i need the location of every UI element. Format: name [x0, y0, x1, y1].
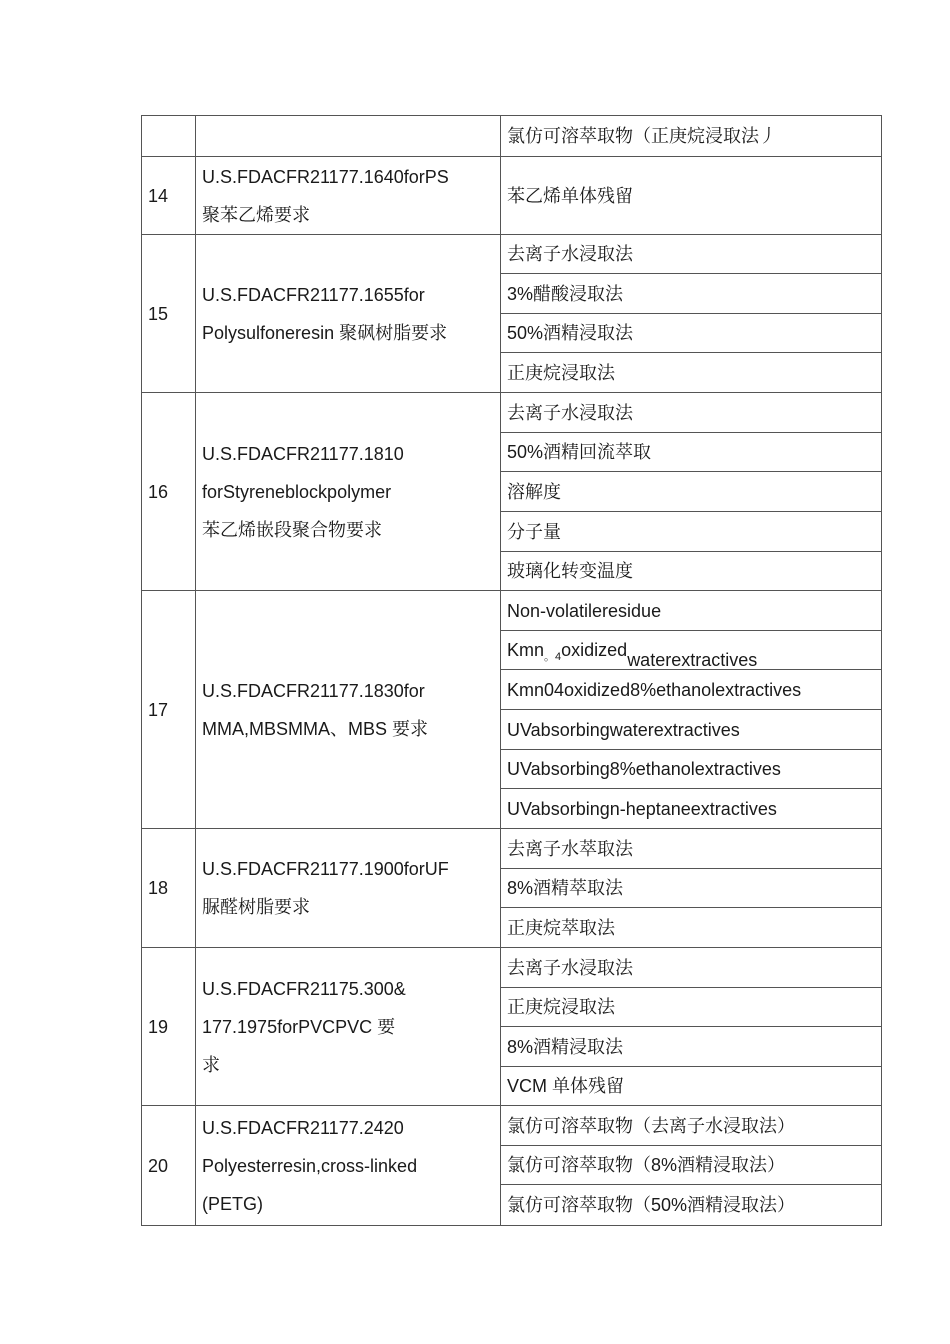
test-item [501, 631, 882, 670]
table-row [142, 591, 882, 631]
test-item: 氯仿可溶萃取物（正庚烷浸取法丿 [501, 116, 882, 157]
standard-line: 脲醛树脂要求 [202, 897, 310, 917]
test-item: 氯仿可溶萃取物（8%酒精浸取法） [501, 1146, 882, 1185]
test-item: 苯乙烯单体残留 [501, 157, 882, 235]
standard-line: U.S.FDACFR21177.1640forPS [202, 166, 449, 187]
table-row [142, 235, 882, 274]
row-number: 14 [142, 157, 196, 235]
row-number: 19 [142, 948, 196, 1106]
standard-line: (PETG) [202, 1193, 263, 1214]
test-item: 溶解度 [501, 472, 882, 512]
table-row [142, 1106, 882, 1146]
row-number: 17 [142, 591, 196, 829]
test-item: 去离子水萃取法 [501, 829, 882, 869]
test-item: 正庚烷萃取法 [501, 908, 882, 948]
kmn-prefix: Kmn [507, 640, 545, 660]
test-item: 3%醋酸浸取法 [501, 274, 882, 314]
standard-line: U.S.FDACFR21177.1900forUF [202, 859, 449, 879]
standard-line: forStyreneblockpolymer [202, 481, 392, 502]
test-item: UVabsorbingn-heptaneextractives [501, 789, 882, 829]
test-item: 去离子水浸取法 [501, 948, 882, 988]
standard-cell [196, 829, 501, 948]
standard-cell [196, 235, 501, 393]
test-item: UVabsorbing8%ethanolextractives [501, 750, 882, 789]
test-item: UVabsorbingwaterextractives [501, 710, 882, 750]
test-item: Kmn04oxidized8%ethanolextractives [501, 670, 882, 710]
standard-cell [196, 393, 501, 591]
standard-cell [196, 116, 501, 157]
row-number: 16 [142, 393, 196, 591]
test-item: 8%酒精萃取法 [501, 869, 882, 908]
standards-table-body [142, 116, 882, 1226]
test-item: 去离子水浸取法 [501, 235, 882, 274]
table-row [142, 948, 882, 988]
standard-line: Polysulfoneresin 聚砜树脂要求 [202, 322, 448, 343]
row-number [142, 116, 196, 157]
table-row [142, 157, 882, 235]
test-item: 8%酒精浸取法 [501, 1027, 882, 1067]
test-item: 50%酒精浸取法 [501, 314, 882, 353]
kmn-suffix: waterextractives [627, 650, 758, 670]
row-number: 18 [142, 829, 196, 948]
standard-line: 177.1975forPVCPVC 要 [202, 1016, 396, 1037]
standard-cell [196, 948, 501, 1106]
table-row [142, 116, 882, 157]
row-number: 20 [142, 1106, 196, 1226]
standard-cell [196, 591, 501, 829]
kmn-item [507, 636, 758, 670]
test-item: 分子量 [501, 512, 882, 552]
test-item: VCM 单体残留 [501, 1067, 882, 1106]
standard-line: 求 [202, 1054, 220, 1075]
standard-line: MMA,MBSMMA、MBS 要求 [202, 718, 429, 739]
standard-line: 苯乙烯嵌段聚合物要求 [202, 519, 382, 540]
kmn-degree: 。 [544, 651, 556, 663]
standard-line: U.S.FDACFR21177.1655for [202, 284, 425, 305]
test-item: Non-volatileresidue [501, 591, 882, 631]
table-row [142, 829, 882, 869]
test-item: 去离子水浸取法 [501, 393, 882, 433]
table-row [142, 393, 882, 433]
test-item: 正庚烷浸取法 [501, 353, 882, 393]
standard-line: U.S.FDACFR21177.1810 [202, 443, 404, 464]
standard-line: 聚苯乙烯要求 [202, 204, 310, 225]
standard-line: Polyesterresin,cross-linked [202, 1155, 418, 1176]
test-item: 氯仿可溶萃取物（去离子水浸取法） [501, 1106, 882, 1146]
test-item: 正庚烷浸取法 [501, 988, 882, 1027]
test-item: 50%酒精回流萃取 [501, 433, 882, 472]
standard-line: U.S.FDACFR21177.1830for [202, 680, 425, 701]
standard-cell [196, 1106, 501, 1226]
standard-line: U.S.FDACFR21177.2420 [202, 1117, 404, 1138]
test-item: 玻璃化转变温度 [501, 552, 882, 591]
row-number: 15 [142, 235, 196, 393]
kmn-sub: 4 [555, 651, 562, 663]
kmn-mid: oxidized [561, 640, 628, 660]
standard-cell [196, 157, 501, 235]
standard-line: U.S.FDACFR21175.300& [202, 978, 406, 999]
standards-table [141, 115, 882, 1226]
test-item: 氯仿可溶萃取物（50%酒精浸取法） [501, 1185, 882, 1226]
